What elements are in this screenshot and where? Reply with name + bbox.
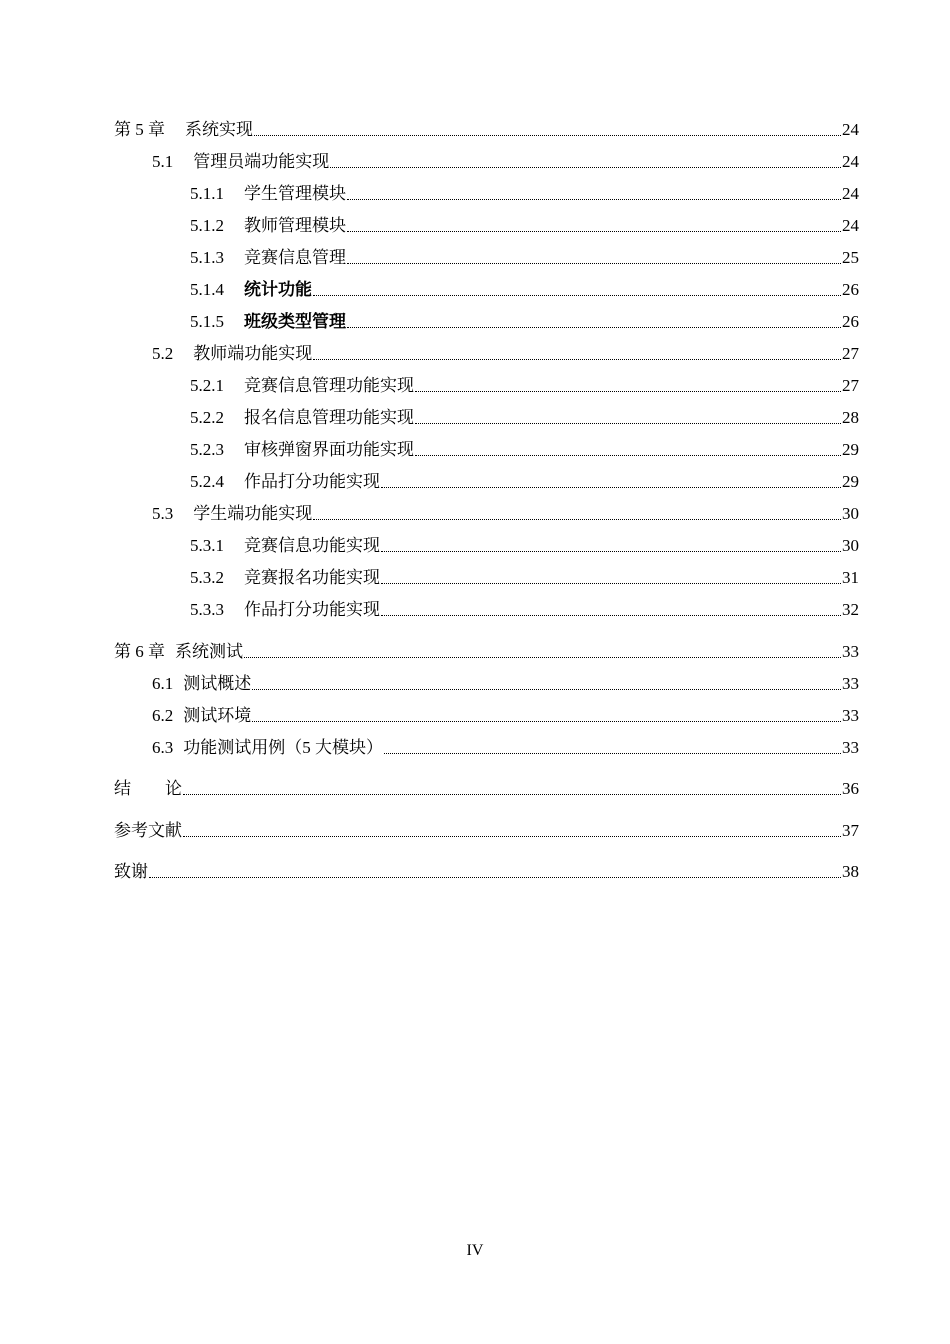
dot-leader <box>381 486 841 488</box>
toc-title: 学生端功能实现 <box>193 504 313 523</box>
toc-title: 结 论 <box>114 779 182 798</box>
toc-entry-5-2-1[interactable] <box>114 374 859 398</box>
toc-entry-6-3[interactable] <box>114 736 859 760</box>
toc-title: 系统实现 <box>185 120 253 139</box>
toc-title: 参考文献 <box>114 821 182 840</box>
toc-title: 报名信息管理功能实现 <box>244 408 414 427</box>
toc-page-number: 30 <box>842 504 859 523</box>
toc-number: 5.2.1 <box>190 376 224 395</box>
toc-title: 作品打分功能实现 <box>244 472 380 491</box>
dot-leader <box>381 550 841 552</box>
toc-number: 5.2.4 <box>190 472 224 491</box>
toc-page-number: 38 <box>842 862 859 881</box>
toc-entry-references[interactable] <box>114 819 859 843</box>
toc-number: 第 6 章 <box>114 642 165 661</box>
toc-entry-5-1-5[interactable] <box>114 310 859 334</box>
dot-leader <box>313 294 841 296</box>
toc-number: 5.1.5 <box>190 312 224 331</box>
toc-number: 第 5 章 <box>114 120 165 139</box>
toc-number: 5.2.3 <box>190 440 224 459</box>
dot-leader <box>347 230 841 232</box>
toc-entry-5-2[interactable] <box>114 342 859 366</box>
toc-entry-acknowledgements[interactable] <box>114 860 859 884</box>
toc-number: 5.1.3 <box>190 248 224 267</box>
toc-title: 管理员端功能实现 <box>193 152 330 171</box>
dot-leader <box>381 614 841 616</box>
dot-leader <box>149 876 841 878</box>
toc-title: 竞赛报名功能实现 <box>244 568 380 587</box>
toc-number: 5.2 <box>152 344 174 363</box>
toc-title: 系统测试 <box>175 642 243 661</box>
toc-page-number: 27 <box>842 376 859 395</box>
dot-leader <box>330 166 841 168</box>
dot-leader <box>183 793 841 795</box>
dot-leader <box>313 518 841 520</box>
dot-leader <box>252 720 841 722</box>
toc-page-number: 36 <box>842 779 859 798</box>
toc-page-number: 24 <box>842 184 859 203</box>
dot-leader <box>347 198 841 200</box>
toc-entry-chapter-6[interactable] <box>114 640 859 664</box>
toc-number: 5.3.3 <box>190 600 224 619</box>
toc-title: 教师管理模块 <box>244 216 346 235</box>
toc-entry-5-1-1[interactable] <box>114 182 859 206</box>
toc-entry-5-2-3[interactable] <box>114 438 859 462</box>
page-footer-number: IV <box>466 1242 484 1259</box>
dot-leader <box>183 835 841 837</box>
toc-entry-5-3[interactable] <box>114 502 859 526</box>
toc-title: 统计功能 <box>244 280 312 299</box>
toc-number: 5.1.4 <box>190 280 224 299</box>
toc-page-number: 24 <box>842 216 859 235</box>
toc-number: 6.2 <box>152 706 174 725</box>
toc-entry-5-2-2[interactable] <box>114 406 859 430</box>
toc-entry-chapter-5[interactable] <box>114 118 859 142</box>
toc-page-number: 24 <box>842 152 859 171</box>
toc-title: 竞赛信息功能实现 <box>244 536 380 555</box>
toc-title: 致谢 <box>114 862 148 881</box>
dot-leader <box>415 390 841 392</box>
toc-title: 功能测试用例（5 大模块） <box>183 738 383 757</box>
toc-page-number: 31 <box>842 568 859 587</box>
toc-title: 竞赛信息管理 <box>244 248 346 267</box>
toc-page-number: 33 <box>842 642 859 661</box>
toc-number: 5.2.2 <box>190 408 224 427</box>
toc-page-number: 25 <box>842 248 859 267</box>
toc-page-number: 37 <box>842 821 859 840</box>
toc-entry-5-1[interactable] <box>114 150 859 174</box>
toc-entry-5-3-2[interactable] <box>114 566 859 590</box>
toc-page-number: 33 <box>842 706 859 725</box>
dot-leader <box>381 582 841 584</box>
toc-number: 5.3.1 <box>190 536 224 555</box>
toc-page-number: 24 <box>842 120 859 139</box>
toc-entry-6-1[interactable] <box>114 672 859 696</box>
dot-leader <box>244 656 841 658</box>
toc-number: 5.1 <box>152 152 174 171</box>
toc-title: 作品打分功能实现 <box>244 600 380 619</box>
toc-page-number: 33 <box>842 738 859 757</box>
toc-number: 5.1.2 <box>190 216 224 235</box>
toc-entry-5-3-3[interactable] <box>114 598 859 622</box>
toc-entry-6-2[interactable] <box>114 704 859 728</box>
dot-leader <box>254 134 841 136</box>
dot-leader <box>347 262 841 264</box>
toc-title: 测试概述 <box>183 674 252 693</box>
toc-page-number: 32 <box>842 600 859 619</box>
toc-title: 竞赛信息管理功能实现 <box>244 376 414 395</box>
toc-page-number: 29 <box>842 472 859 491</box>
dot-leader <box>252 688 841 690</box>
toc-entry-5-1-4[interactable] <box>114 278 859 302</box>
toc-page-number: 28 <box>842 408 859 427</box>
toc-page-number: 27 <box>842 344 859 363</box>
toc-number: 6.3 <box>152 738 174 757</box>
toc-title: 学生管理模块 <box>244 184 346 203</box>
toc-page-number: 29 <box>842 440 859 459</box>
toc-page-number: 33 <box>842 674 859 693</box>
toc-title: 教师端功能实现 <box>193 344 313 363</box>
toc-entry-5-2-4[interactable] <box>114 470 859 494</box>
dot-leader <box>313 358 841 360</box>
toc-title: 审核弹窗界面功能实现 <box>244 440 414 459</box>
toc-number: 5.1.1 <box>190 184 224 203</box>
toc-number: 5.3.2 <box>190 568 224 587</box>
toc-title: 班级类型管理 <box>244 312 346 331</box>
toc-entry-5-1-3[interactable] <box>114 246 859 270</box>
dot-leader <box>347 326 841 328</box>
toc-title: 测试环境 <box>183 706 252 725</box>
dot-leader <box>415 454 841 456</box>
toc-number: 5.3 <box>152 504 174 523</box>
toc-entry-conclusion[interactable] <box>114 777 859 801</box>
toc-page-number: 30 <box>842 536 859 555</box>
toc-number: 6.1 <box>152 674 174 693</box>
dot-leader <box>415 422 841 424</box>
dot-leader <box>384 752 841 754</box>
toc-entry-5-1-2[interactable] <box>114 214 859 238</box>
toc-page-number: 26 <box>842 280 859 299</box>
toc-entry-5-3-1[interactable] <box>114 534 859 558</box>
toc-page-number: 26 <box>842 312 859 331</box>
